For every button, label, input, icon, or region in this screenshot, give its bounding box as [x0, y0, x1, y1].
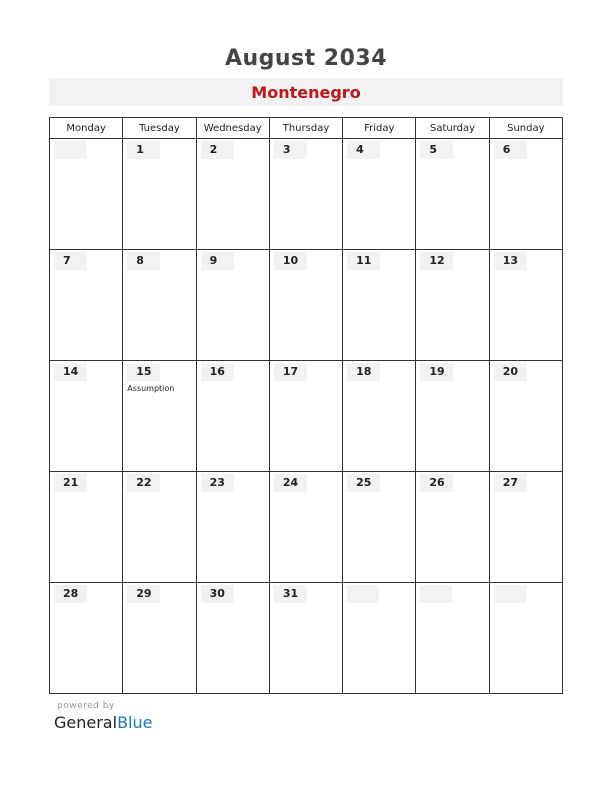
day-number: 21	[54, 474, 87, 492]
weekday-sunday: Sunday	[489, 118, 562, 139]
day-cell	[50, 472, 123, 583]
day-number: 26	[420, 474, 453, 492]
day-cell	[416, 139, 489, 250]
weekday-tuesday: Tuesday	[123, 118, 196, 139]
weekday-friday: Friday	[343, 118, 416, 139]
day-number: 20	[494, 363, 527, 381]
day-number: 18	[347, 363, 380, 381]
day-cell	[269, 139, 342, 250]
day-cell	[196, 139, 269, 250]
day-number	[347, 585, 379, 603]
day-cell	[269, 361, 342, 472]
day-number: 5	[420, 141, 453, 159]
day-number: 3	[274, 141, 307, 159]
day-cell	[50, 250, 123, 361]
day-number	[54, 141, 86, 159]
generalblue-logo	[54, 713, 152, 732]
day-number: 17	[274, 363, 307, 381]
day-number: 30	[201, 585, 234, 603]
day-cell	[123, 583, 196, 694]
day-number: 29	[127, 585, 160, 603]
day-cell	[416, 472, 489, 583]
day-number: 9	[201, 252, 234, 270]
weekday-monday: Monday	[50, 118, 123, 139]
day-cell	[196, 250, 269, 361]
day-cell	[343, 472, 416, 583]
day-number: 10	[274, 252, 307, 270]
day-number: 27	[494, 474, 527, 492]
day-cell	[269, 472, 342, 583]
day-cell	[343, 139, 416, 250]
day-number: 4	[347, 141, 380, 159]
week-row	[50, 361, 563, 472]
day-cell	[489, 361, 562, 472]
day-number: 15	[127, 363, 160, 381]
day-cell	[50, 361, 123, 472]
day-number: 22	[127, 474, 160, 492]
day-number	[420, 585, 452, 603]
day-cell	[50, 139, 123, 250]
day-cell	[416, 583, 489, 694]
day-number: 28	[54, 585, 87, 603]
day-cell	[489, 583, 562, 694]
week-row	[50, 583, 563, 694]
day-cell	[196, 472, 269, 583]
day-number: 23	[201, 474, 234, 492]
day-cell	[343, 361, 416, 472]
week-row	[50, 139, 563, 250]
day-cell	[196, 583, 269, 694]
day-number: 2	[201, 141, 234, 159]
day-number: 11	[347, 252, 380, 270]
brand-blue: Blue	[117, 713, 153, 732]
weekday-wednesday: Wednesday	[196, 118, 269, 139]
day-cell	[123, 472, 196, 583]
day-cell	[343, 250, 416, 361]
day-cell	[196, 361, 269, 472]
day-number	[494, 585, 526, 603]
day-cell	[269, 250, 342, 361]
weekday-thursday: Thursday	[269, 118, 342, 139]
day-cell	[50, 583, 123, 694]
day-cell	[123, 139, 196, 250]
weekday-saturday: Saturday	[416, 118, 489, 139]
day-number: 16	[201, 363, 234, 381]
day-number: 13	[494, 252, 527, 270]
day-cell	[123, 250, 196, 361]
day-cell	[416, 361, 489, 472]
weekday-header-row	[50, 118, 563, 139]
brand-general: General	[54, 713, 118, 732]
day-number: 1	[127, 141, 160, 159]
day-cell	[416, 250, 489, 361]
day-number: 19	[420, 363, 453, 381]
day-number: 24	[274, 474, 307, 492]
day-cell	[123, 361, 196, 472]
day-number: 12	[420, 252, 453, 270]
day-number: 14	[54, 363, 87, 381]
day-cell	[489, 472, 562, 583]
week-row	[50, 472, 563, 583]
calendar-body	[50, 139, 563, 694]
day-number: 8	[127, 252, 160, 270]
day-number: 7	[54, 252, 87, 270]
day-number: 31	[274, 585, 307, 603]
day-cell	[489, 139, 562, 250]
day-cell	[343, 583, 416, 694]
calendar-grid	[49, 117, 563, 694]
country-name: Montenegro	[251, 83, 361, 102]
day-cell	[489, 250, 562, 361]
country-banner	[49, 78, 563, 106]
day-number: 25	[347, 474, 380, 492]
day-number: 6	[494, 141, 527, 159]
calendar-title: August 2034	[224, 46, 388, 71]
powered-by-label: powered by	[57, 701, 115, 711]
week-row	[50, 250, 563, 361]
holiday-label: Assumption	[127, 384, 175, 393]
day-cell	[269, 583, 342, 694]
